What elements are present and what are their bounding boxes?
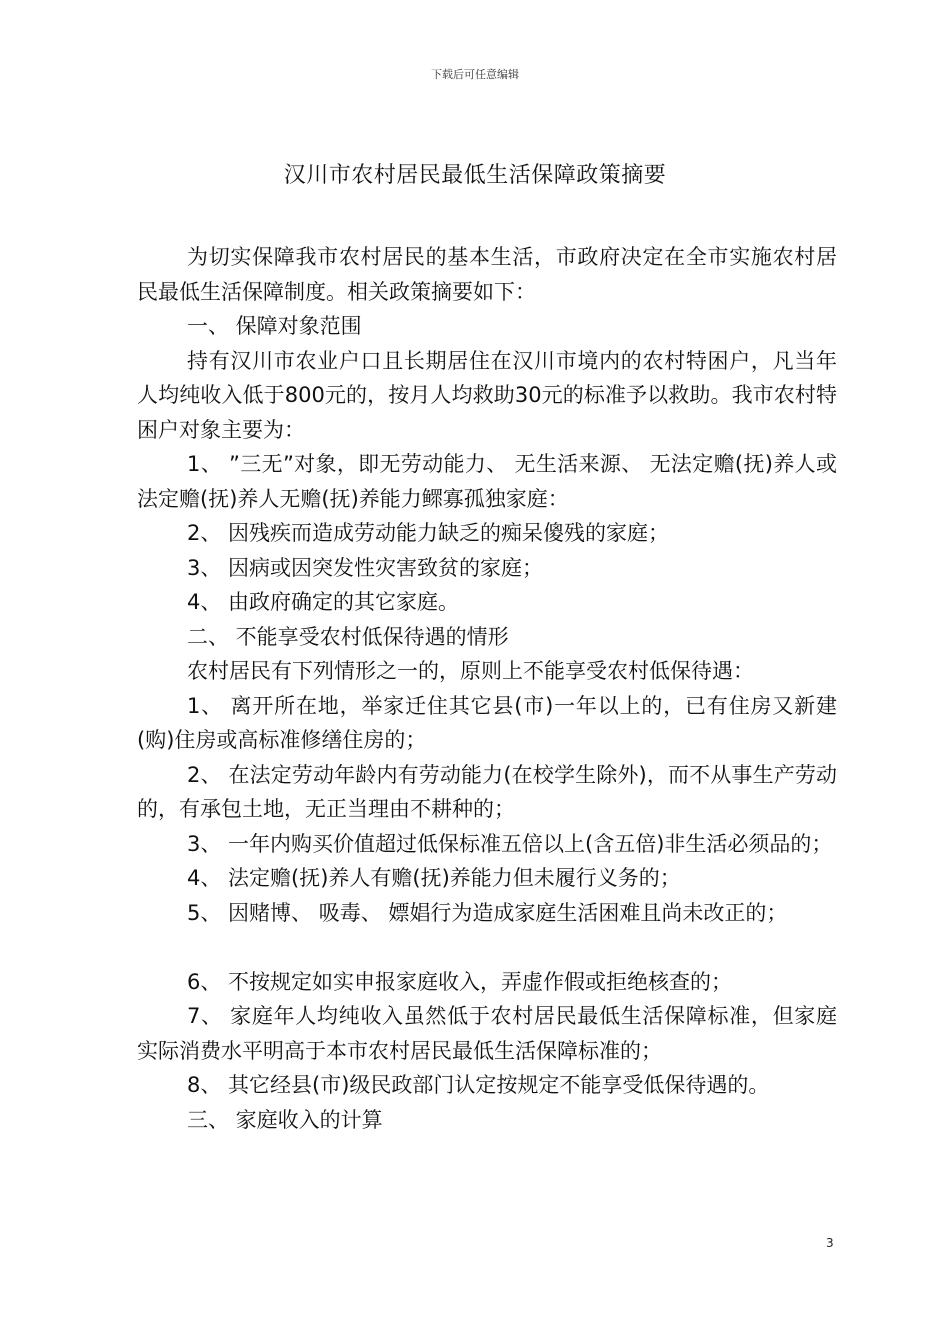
section-heading-1: 一、 保障对象范围	[187, 314, 362, 338]
list-item: 6、 不按规定如实申报家庭收入，弄虚作假或拒绝核查的；	[187, 969, 733, 994]
blank-line	[137, 930, 837, 965]
list-item: 4、 由政府确定的其它家庭。	[187, 590, 460, 614]
section-heading-3: 三、 家庭收入的计算	[187, 1107, 383, 1132]
document-title: 汉川市农村居民最低生活保障政策摘要	[283, 163, 667, 188]
list-item: 4、 法定赡(抚)养人有赡(抚)养能力但未履行义务的；	[187, 866, 681, 890]
document-body	[137, 240, 837, 1137]
list-item: 2、 因残疾而造成劳动能力缺乏的痴呆傻残的家庭；	[187, 521, 670, 545]
list-item: 3、 因病或因突发性灾害致贫的家庭；	[187, 555, 544, 580]
page-number: 3	[826, 1236, 834, 1250]
section-heading-2: 二、 不能享受农村低保待遇的情形	[187, 624, 509, 649]
list-item: 2、 在法定劳动年龄内有劳动能力(在校学生除外)，而不从事生产劳动的，有承包土地，无正当理由不耕种的；	[137, 762, 837, 821]
intro-paragraph: 为切实保障我市农村居民的基本生活，市政府决定在全市实施农村居民最低生活保障制度。相关政策摘要如下：	[137, 245, 837, 304]
list-item: 7、 家庭年人均纯收入虽然低于农村居民最低生活保障标准，但家庭实际消费水平明高于本市农村居民最低生活保障标准的；	[137, 1004, 837, 1063]
list-item: 1、 离开所在地，举家迁住其它县(市)一年以上的，已有住房又新建(购)住房或高标准修缮住房的；	[137, 693, 837, 752]
header-note: 下载后可任意编辑	[431, 68, 519, 81]
list-item: 3、 一年内购买价值超过低保标准五倍以上(含五倍)非生活必须品的；	[187, 831, 833, 856]
section-1-paragraph: 持有汉川市农业户口且长期居住在汉川市境内的农村特困户，凡当年人均纯收入低于800元的，按月人均救助30元的标准予以救助。我市农村特困户对象主要为：	[137, 348, 837, 442]
list-item: 1、 ”三无”对象，即无劳动能力、 无生活来源、 无法定赡(抚)养人或法定赡(抚)养人无赡(抚)养能力鳏寡孤独家庭：	[137, 452, 837, 511]
section-2-paragraph: 农村居民有下列情形之一的，原则上不能享受农村低保待遇：	[187, 659, 754, 683]
list-item: 8、 其它经县(市)级民政部门认定按规定不能享受低保待遇的。	[187, 1073, 770, 1097]
list-item: 5、 因赌博、 吸毒、 嫖娼行为造成家庭生活困难且尚未改正的；	[187, 900, 788, 925]
